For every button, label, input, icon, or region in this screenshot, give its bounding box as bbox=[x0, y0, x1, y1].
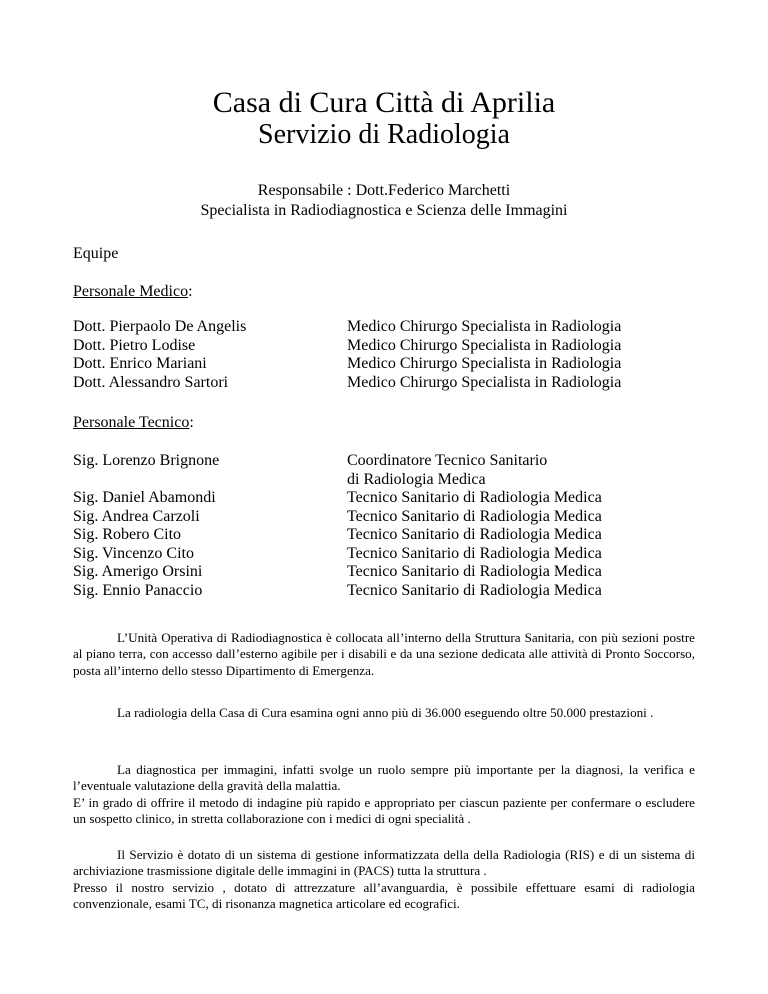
list-item bbox=[73, 374, 667, 393]
personale-medico-heading bbox=[73, 282, 193, 302]
staff-role: Tecnico Sanitario di Radiologia Medica bbox=[347, 581, 602, 599]
paragraph-text: Presso il nostro servizio , dotato di attrezzature all’avanguardia, è possibile effettuare esami di radiologia convenzionale, esami TC, di risonanza magnetica articolare ed ecografici. bbox=[73, 879, 695, 911]
paragraph-diagnostica bbox=[73, 762, 695, 827]
staff-name: Sig. Daniel Abamondi bbox=[73, 489, 216, 506]
staff-role: Tecnico Sanitario di Radiologia Medica bbox=[347, 563, 602, 580]
staff-name: Dott. Pietro Lodise bbox=[73, 336, 196, 354]
staff-name: Sig. Robero Cito bbox=[73, 526, 182, 543]
list-item bbox=[73, 508, 667, 527]
staff-role: Medico Chirurgo Specialista in Radiologia bbox=[347, 355, 622, 372]
staff-role: Tecnico Sanitario di Radiologia Medica bbox=[347, 489, 602, 506]
staff-role: Tecnico Sanitario di Radiologia Medica bbox=[347, 507, 602, 525]
list-item bbox=[73, 545, 667, 564]
staff-role: Coordinatore Tecnico Sanitario bbox=[347, 452, 548, 469]
list-item bbox=[73, 318, 667, 337]
list-item bbox=[73, 471, 667, 490]
staff-name: Sig. Amerigo Orsini bbox=[73, 563, 203, 580]
list-item bbox=[73, 489, 667, 508]
list-item bbox=[73, 563, 667, 582]
paragraph-text: La radiologia della Casa di Cura esamina ogni anno più di 36.000 eseguendo oltre 50.000 prestazioni . bbox=[117, 705, 654, 720]
personale-medico-list bbox=[73, 318, 667, 392]
staff-name: Sig. Andrea Carzoli bbox=[73, 507, 200, 525]
paragraph-text: Il Servizio è dotato di un sistema di gestione informatizzata della della Radiologia (RIS) e di un sistema di archiviazione trasmissione digitale delle immagini in (PACS) tutta la struttura . bbox=[73, 847, 695, 879]
paragraph-unita-operativa bbox=[73, 630, 695, 679]
list-item bbox=[73, 355, 667, 374]
staff-role: Medico Chirurgo Specialista in Radiologia bbox=[347, 336, 622, 354]
list-item bbox=[73, 526, 667, 545]
staff-role: Tecnico Sanitario di Radiologia Medica bbox=[347, 544, 602, 562]
paragraph-text: E’ in grado di offrire il metodo di indagine più rapido e appropriato per ciascun paziente per confermare o escludere un sospetto clinico, in stretta collaborazione con i medici di ogni specialità . bbox=[73, 794, 695, 826]
page-subtitle: Servizio di Radiologia bbox=[258, 119, 510, 150]
page-title: Casa di Cura Città di Aprilia bbox=[212, 86, 556, 119]
staff-name: Sig. Lorenzo Brignone bbox=[73, 452, 220, 469]
list-item bbox=[73, 452, 667, 471]
list-item bbox=[73, 337, 667, 356]
paragraph-text: L’Unità Operativa di Radiodiagnostica è collocata all’interno della Struttura Sanitaria, con più sezioni postre al piano terra, con accesso dall’esterno agibile per i disabili e da una sezione dedicata alle attività di Pronto Soccorso, posta all’interno dello stesso Dipartimento di Emergenza. bbox=[73, 630, 695, 678]
staff-role: Medico Chirurgo Specialista in Radiologia bbox=[347, 373, 622, 391]
staff-name: Dott. Pierpaolo De Angelis bbox=[73, 318, 247, 335]
staff-name: Dott. Enrico Mariani bbox=[73, 355, 207, 372]
personale-medico-heading-text: Personale Medico bbox=[73, 283, 189, 300]
personale-tecnico-colon: : bbox=[189, 414, 194, 431]
staff-name: Sig. Ennio Panaccio bbox=[73, 581, 203, 599]
responsabile-block bbox=[0, 181, 768, 221]
paragraph-servizio bbox=[73, 847, 695, 912]
staff-role: Tecnico Sanitario di Radiologia Medica bbox=[347, 526, 602, 543]
staff-name bbox=[73, 471, 347, 490]
personale-tecnico-heading-text: Personale Tecnico bbox=[73, 414, 190, 431]
personale-tecnico-heading bbox=[73, 413, 194, 433]
specialita-line: Specialista in Radiodiagnostica e Scienza delle Immagini bbox=[200, 202, 568, 219]
staff-role: Medico Chirurgo Specialista in Radiologia bbox=[347, 318, 622, 335]
personale-medico-colon: : bbox=[188, 283, 193, 300]
paragraph-statistiche bbox=[73, 705, 695, 721]
personale-tecnico-list bbox=[73, 452, 667, 600]
equipe-label: Equipe bbox=[73, 245, 119, 262]
staff-name: Dott. Alessandro Sartori bbox=[73, 373, 229, 391]
staff-role: di Radiologia Medica bbox=[347, 470, 486, 488]
responsabile-line: Responsabile : Dott.Federico Marchetti bbox=[257, 182, 511, 199]
paragraph-text: La diagnostica per immagini, infatti svolge un ruolo sempre più importante per la diagnosi, la verifica e l’eventuale valutazione della gravità della malattia. bbox=[73, 762, 695, 794]
list-item bbox=[73, 582, 667, 601]
staff-name: Sig. Vincenzo Cito bbox=[73, 544, 194, 562]
